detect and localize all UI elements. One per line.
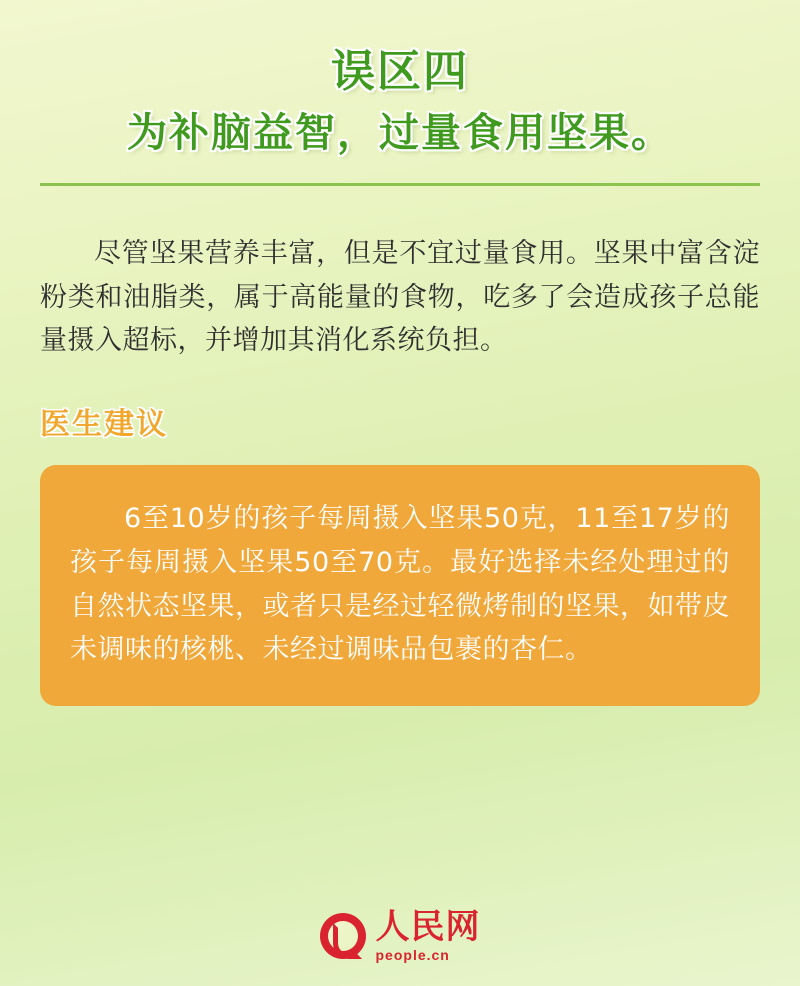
advice-heading: 医生建议: [40, 407, 168, 443]
people-cn-logo-icon: [320, 913, 366, 959]
logo-text-group: [375, 907, 481, 963]
logo-label-en: people.cn: [375, 947, 450, 963]
advice-text: 6至10岁的孩子每周摄入坚果50克，11至17岁的孩子每周摄入坚果50至70克。最好选择未经处理过的自然状态坚果，或者只是经过轻微烤制的坚果，如带皮未调味的核桃、未经过调味品包裹的杏仁。: [70, 503, 730, 666]
logo-label-cn: 人民网: [375, 907, 481, 947]
title-divider: [40, 183, 760, 186]
title-block: [40, 0, 760, 161]
advice-card: [40, 465, 760, 706]
body-paragraph: 尽管坚果营养丰富，但是不宜过量食用。坚果中富含淀粉类和油脂类，属于高能量的食物，吃多了会造成孩子总能量摄入超标，并增加其消化系统负担。: [40, 238, 760, 357]
page-title-line-1: 误区四: [331, 46, 469, 97]
footer-logo: [0, 907, 800, 963]
page-title-line-2: 为补脑益智，过量食用坚果。: [127, 110, 673, 156]
